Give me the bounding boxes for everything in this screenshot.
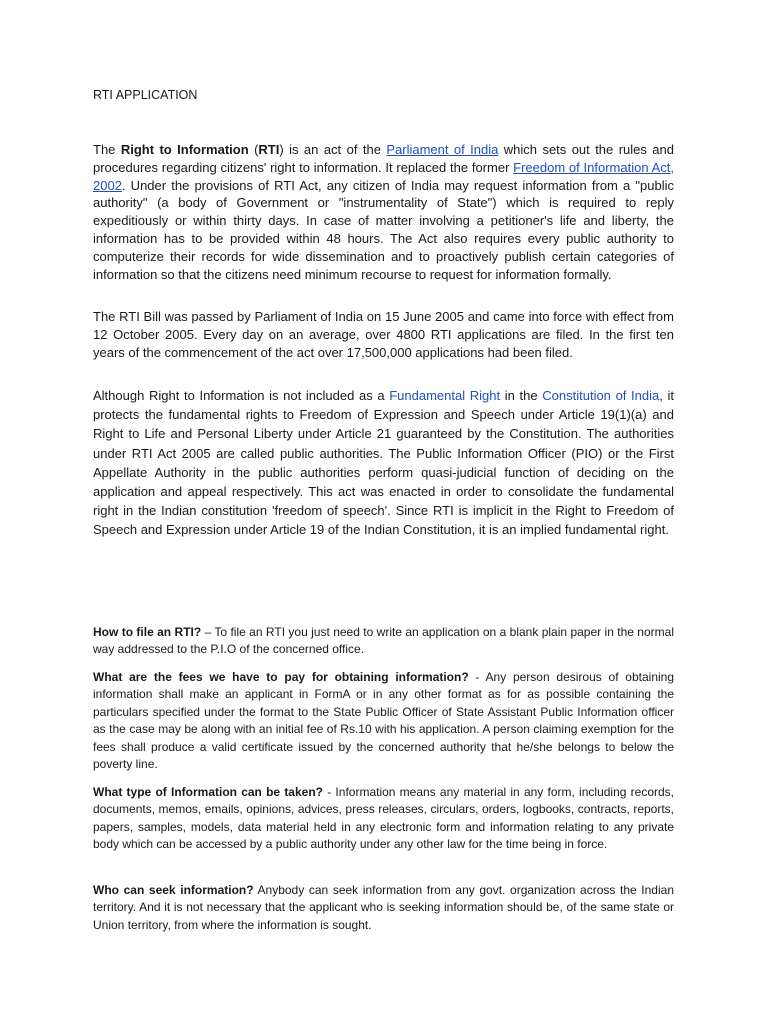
faq-answer: - Information means any material in any form, including records, documents, memos, emails, opinions, advices, press releases, circulars, orders, logbooks, contracts, reports, papers, samples, models, data material held in any electronic form and information relating to any private body which can be accessed by a public authority under any other law for the time being in force. bbox=[93, 785, 674, 852]
faq-question: Who can seek information? bbox=[93, 883, 254, 897]
text-span: The bbox=[93, 142, 121, 157]
bold-term: Right to Information bbox=[120, 142, 249, 157]
faq-fees bbox=[93, 669, 674, 773]
faq-answer: – To file an RTI you just need to write an application on a blank plain paper in the normal way addressed to the P.I.O of the concerned office. bbox=[93, 625, 674, 657]
text-span: Although Right to Information is not included as a bbox=[93, 388, 390, 403]
faq-how-to-file bbox=[93, 624, 674, 659]
faq-question: What type of Information can be taken? bbox=[93, 785, 323, 799]
faq-question: What are the fees we have to pay for obtaining information? bbox=[93, 670, 469, 684]
text-span: in the bbox=[500, 388, 543, 403]
faq-answer: Anybody can seek information from any govt. organization across the Indian territory. And it is not necessary that the applicant who is seeking information should be, of the same state or Union territory, from where the information is sought. bbox=[93, 883, 674, 932]
faq-who-can-seek bbox=[93, 882, 674, 934]
link-constitution-of-india[interactable]: Constitution of India bbox=[542, 388, 660, 403]
fundamental-right-term: Fundamental Right bbox=[389, 388, 501, 403]
paragraph-rti-bill: The RTI Bill was passed by Parliament of India on 15 June 2005 and came into force with effect from 12 October 2005. Every day on an average, over 4800 RTI applications are filed. In the first ten years of the commencement of the act over 17,500,000 applications had been filed. bbox=[93, 309, 674, 360]
text-span: , it protects the fundamental rights to Freedom of Expression and Speech under Article 19(1)(a) and Right to Life and Personal Liberty under Article 21 guaranteed by the Constitution. The authorities under RTI Act 2005 are called public authorities. The Public Information Officer (PIO) or the First Appellate Authority in the public authorities perform quasi-judicial function of deciding on the application and appeal respectively. This act was enacted in order to consolidate the fundamental right in the Indian constitution 'freedom of speech'. Since RTI is implicit in the Right to Freedom of Speech and Expression under Article 19 of the Indian Constitution, it is an implied fundamental right. bbox=[93, 388, 675, 538]
link-parliament-of-india[interactable]: Parliament of India bbox=[386, 142, 499, 157]
faq-information-type bbox=[93, 784, 674, 854]
faq-answer: - Any person desirous of obtaining information shall make an applicant in FormA or in any other format as for as possible containing the particulars specified under the format to the State Public Officer of State Assistant Public Information officer as the case may be along with an initial fee of Rs.10 with his application. A person claiming exemption for the fees shall produce a valid certificate issued by the concerned authority that he/she belongs to below the poverty line. bbox=[93, 670, 675, 772]
text-span: which sets out the rules and procedures regarding citizens' right to information. It replaced the former bbox=[93, 142, 674, 175]
bold-term: RTI bbox=[258, 142, 280, 157]
link-freedom-of-information-act[interactable]: Freedom of Information Act, 2002 bbox=[93, 159, 675, 193]
paragraph-rti-intro bbox=[93, 141, 674, 283]
document-title: RTI APPLICATION bbox=[93, 88, 198, 102]
faq-question: How to file an RTI? bbox=[93, 625, 202, 639]
text-span: . Under the provisions of RTI Act, any citizen of India may request information from a "public authority" (a body of Government or "instrumentality of State") which is required to reply expeditiously or within thirty days. In case of matter involving a petitioner's life and liberty, the information has to be provided within 48 hours. The Act also requires every public authority to computerize their records for wide dissemination and to proactively publish certain categories of information so that the citizens need minimum recourse to request for information formally. bbox=[93, 177, 674, 282]
paragraph-fundamental-right bbox=[93, 386, 674, 540]
text-span: ) is an act of the bbox=[279, 142, 387, 157]
text-span: ( bbox=[248, 142, 259, 157]
